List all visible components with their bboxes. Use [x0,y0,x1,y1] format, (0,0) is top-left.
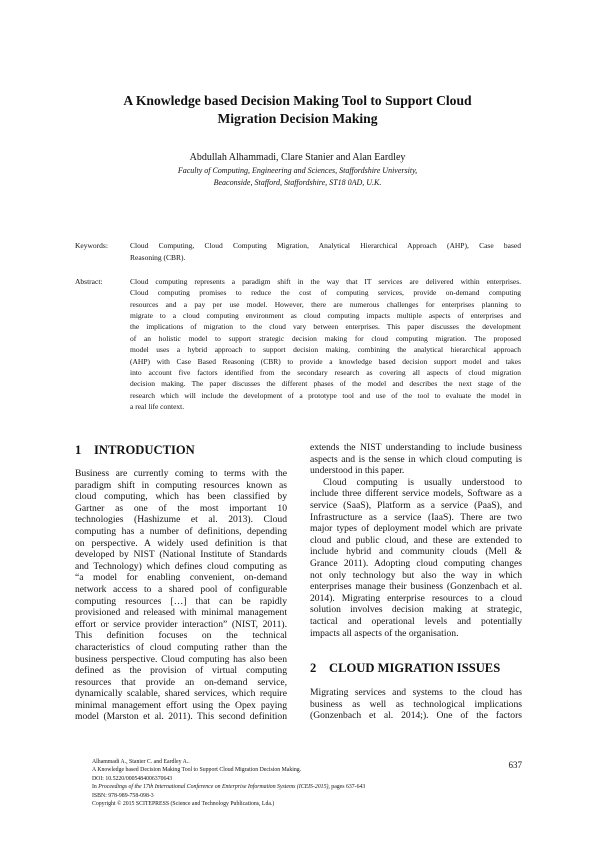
keywords-label: Keywords: [75,241,108,250]
paper-title-line: A Knowledge based Decision Making Tool to Support Cloud [123,93,472,108]
body-line: extends the NIST understanding to include business [310,442,522,453]
footer-proceedings-prefix: In [92,784,99,791]
body-line: enterprises manage their business (Gonzenbach et al. [310,581,522,593]
affiliation-line: Beaconside, Stafford, Staffordshire, ST18 0AD, U.K. [213,178,382,187]
body-line: cloud and public cloud, and these are extended to [310,534,522,546]
keywords-line: Cloud Computing, Cloud Computing Migration, Analytical Hierarchical Approach (AHP), Case based [130,241,521,250]
body-line: computing has a number of definitions, depending [75,525,287,537]
body-line: Cloud computing is usually understood to [323,476,522,488]
body-line: Migrating services and systems to the cloud has [310,687,522,698]
footer-proceedings [92,783,365,791]
body-line: Business are currently coming to terms with the [75,468,287,479]
abstract-line: decision making. The paper discusses the different phases of the model and describes the next stage of the [130,379,521,389]
citation-footer [92,758,365,808]
abstract-line: a real life context. [130,401,185,411]
section-number: 2 [310,661,317,675]
body-line: Grance 2011). Adopting cloud computing changes [310,557,522,569]
keywords-line: Reasoning (CBR). [130,252,186,262]
body-line: network access to a shared pool of configurable [75,583,287,595]
abstract-line: into account five factors identified from the secondary research as covering all aspects of cloud migration [130,367,521,377]
body-line: impacts all aspects of the organisation. [310,627,459,639]
right-column-text [310,442,522,639]
body-line: Gartner as one of the most important 10 [75,502,287,514]
body-line: computing resources […] that can be rapidly [75,595,287,607]
abstract-line: research which will include the development of a prototype tool and use of the tool to evaluate the model in [130,390,521,400]
paper-title-line: Migration Decision Making [217,111,378,126]
body-line: tactical and operational levels and potentially [310,615,522,627]
footer-authors: Alhammadi A., Stanier C. and Eardley A.. [92,759,190,765]
abstract-line: migrate to a cloud computing environment as cloud computing impacts multiple aspects of enterprises and [130,311,521,321]
affiliation [40,165,555,189]
section-title: CLOUD MIGRATION ISSUES [329,661,501,675]
body-line: developed by NIST (National Institute of Standards [75,549,287,561]
abstract-line: Cloud computing represents a paradigm shift in the way that IT services are delivered within enterprises. [130,277,521,286]
section-heading-introduction [75,443,195,457]
body-line: model (Marston et al. 2011). This second definition [75,711,287,723]
body-line: cloud computing, which has been classified by [75,491,287,503]
body-line: solution involves decision making at strategic, [310,604,522,616]
page-number: 637 [508,760,522,770]
body-line: and Technology) which defines cloud computing as [75,560,287,572]
affiliation-line: Faculty of Computing, Engineering and Sciences, Staffordshire University, [177,166,418,175]
body-line: aspects and is the sense in which cloud computing is [310,453,522,465]
abstract-line: resources and a pay per use model. However, there are numerous challenges for enterprises planning to [130,299,521,309]
abstract-text [130,276,521,412]
body-line: effort or service provider interaction” (NIST, 2011). [75,618,287,630]
section-heading-cloud-migration-issues [310,661,500,675]
abstract-line: (AHP) with Case Based Reasoning (CBR) to provide a knowledge based decision support model and takes [130,356,521,366]
footer-title: A Knowledge based Decision Making Tool to Support Cloud Migration Decision Making. [92,767,302,774]
body-line: on perspective. A widely used definition is that [75,537,287,549]
footer-isbn: ISBN: 978-989-758-098-3 [92,792,154,799]
body-line: paradigm shift in computing resources known as [75,479,287,491]
body-line: include three different service models, Software as a [310,488,522,500]
keywords-text [130,240,521,263]
footer-proceedings-pages: , pages 637-643 [328,784,366,791]
left-column-text [75,468,287,723]
abstract-line: Cloud computing promises to reduce the cost of computing services, provide on-demand computing [130,288,521,298]
body-line: service (SaaS), Platform as a service (PaaS), and [310,499,522,511]
footer-doi: DOI: 10.5220/0005484006370643 [92,775,173,782]
author-list: Abdullah Alhammadi, Clare Stanier and Alan Eardley [189,152,406,163]
footer-copyright: Copyright © 2015 SCITEPRESS (Science and Technology Publications, Lda.) [92,801,275,808]
body-line: major types of deployment model which are private [310,523,522,535]
footer-proceedings-title: Proceedings of the 17th International Conference on Enterprise Information Systems (ICEIS-2015) [98,784,329,791]
body-line: business as well as technological implications [310,698,522,710]
abstract-line: of an holistic model to support strategic decision making for cloud computing migration. The proposed [130,333,521,343]
section-title: INTRODUCTION [94,443,195,457]
section-number: 1 [75,443,82,457]
body-line: (Gonzenbach et al. 2014;). One of the factors [310,710,522,722]
abstract-line: model uses a hybrid approach to support decision making, combining the analytical hierarchical approach [130,345,521,355]
body-line: characteristics of cloud computing rather than the [75,641,287,653]
body-line: technologies (Hashizume et al. 2013). Cloud [75,514,287,526]
abstract-label: Abstract: [75,277,103,286]
body-line: This definition focuses on the technical [75,630,287,642]
body-line: defined as the provision of virtual computing [75,665,287,677]
abstract-line: the implications of migration to the cloud vary between enterprises. This paper discusses the development [130,322,521,332]
body-line: understood in this paper. [310,465,405,477]
body-line: dynamically scalable, shared services, which require [75,688,287,700]
body-line: “a model for enabling convenient, on-demand [75,572,287,584]
section2-text [310,687,522,722]
body-line: 2014). Migrating enterprise resources to a cloud [310,592,522,604]
body-line: resources that provide an on-demand service, [75,676,287,688]
paper-title [40,92,555,128]
body-line: provisioned and released with minimal management [75,607,287,619]
body-line: not only technology but also the way in which [310,569,522,581]
body-line: Infrastructure as a service (IaaS). There are two [310,511,522,523]
body-line: include hybrid and community clouds (Mell & [310,546,522,558]
body-line: business perspective. Cloud computing has also been [75,653,287,665]
body-line: minimal management effort using the Opex paying [75,699,287,711]
